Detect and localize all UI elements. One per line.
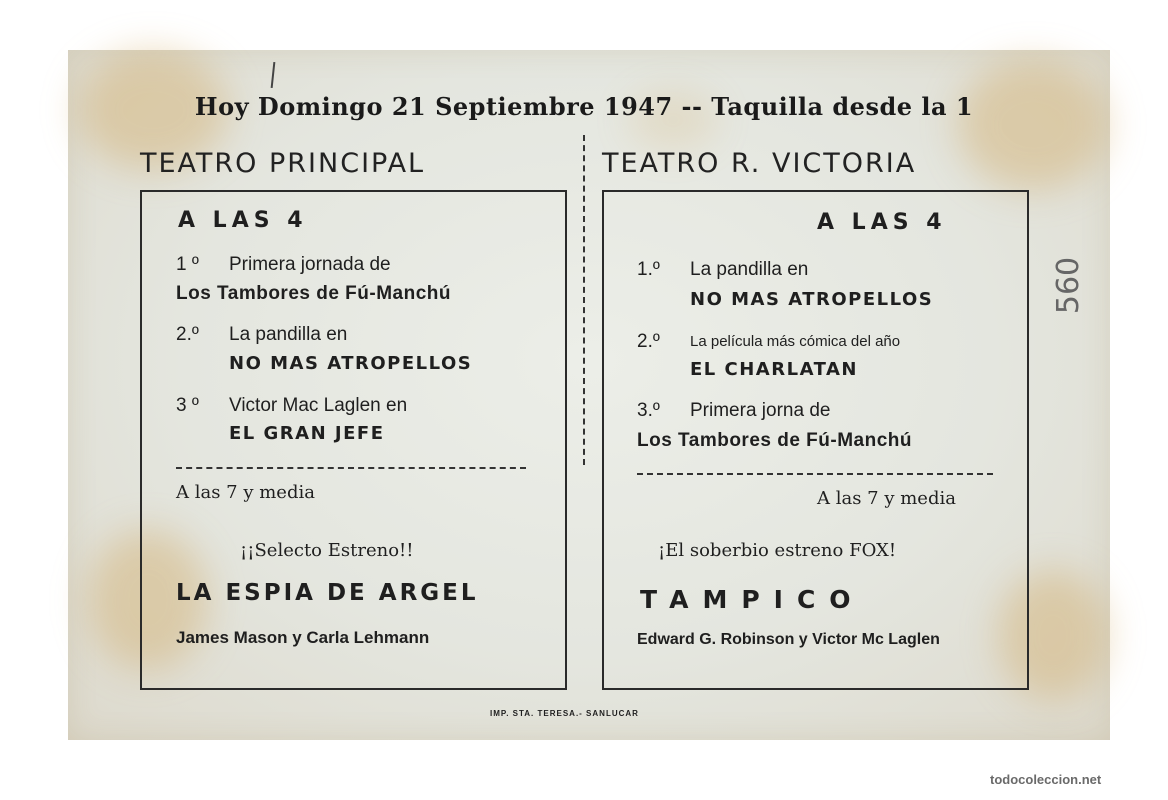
left-separator	[176, 467, 526, 469]
right-item-2-line2: EL CHARLATAN	[690, 359, 858, 380]
left-session-time: A LAS 4	[178, 208, 308, 233]
right-session-time: A LAS 4	[817, 210, 947, 235]
left-cast: James Mason y Carla Lehmann	[176, 628, 430, 647]
right-item-2-line1: La película más cómica del año	[690, 333, 901, 350]
right-separator	[637, 473, 993, 475]
left-item-2-line2: NO MAS ATROPELLOS	[229, 353, 473, 374]
left-item-1-line2: Los Tambores de Fú-Manchú	[176, 283, 452, 304]
left-item-2-num: 2.º	[176, 324, 199, 345]
left-item-3-line1: Victor Mac Laglen en	[229, 395, 408, 416]
right-item-1-line2: NO MAS ATROPELLOS	[690, 289, 934, 310]
right-cast: Edward G. Robinson y Victor Mc Laglen	[637, 631, 940, 648]
left-item-2-line1: La pandilla en	[229, 324, 348, 345]
left-teaser: ¡¡Selecto Estreno!!	[240, 540, 414, 561]
printer-imprint: IMP. STA. TERESA.- SANLUCAR	[490, 709, 639, 718]
right-feature-title: TAMPICO	[640, 585, 865, 614]
center-divider	[583, 135, 585, 465]
left-item-1-line1: Primera jornada de	[229, 254, 391, 275]
right-item-3-line1: Primera jorna de	[690, 400, 831, 421]
handwritten-number: 560	[1051, 256, 1087, 315]
theatre-name-right: TEATRO R. VICTORIA	[602, 148, 917, 179]
left-item-1-num: 1 º	[176, 254, 199, 275]
right-item-3-num: 3.º	[637, 400, 660, 421]
watermark-logo: todocoleccion.net	[990, 772, 1102, 787]
right-item-2-num: 2.º	[637, 331, 660, 352]
age-stain	[958, 60, 1108, 190]
left-item-3-line2: EL GRAN JEFE	[229, 423, 385, 444]
right-item-1-line1: La pandilla en	[690, 259, 809, 280]
right-item-3-line2: Los Tambores de Fú-Manchú	[637, 430, 913, 451]
theatre-name-left: TEATRO PRINCIPAL	[140, 148, 426, 179]
right-session-evening: A las 7 y media	[817, 488, 956, 509]
headline: Hoy Domingo 21 Septiembre 1947 -- Taquilla desde la 1	[194, 92, 974, 121]
left-session-evening: A las 7 y media	[176, 482, 315, 503]
right-teaser: ¡El soberbio estreno FOX!	[658, 540, 897, 561]
left-item-3-num: 3 º	[176, 395, 199, 416]
right-item-1-num: 1.º	[637, 259, 660, 280]
left-feature-title: LA ESPIA DE ARGEL	[176, 580, 479, 606]
